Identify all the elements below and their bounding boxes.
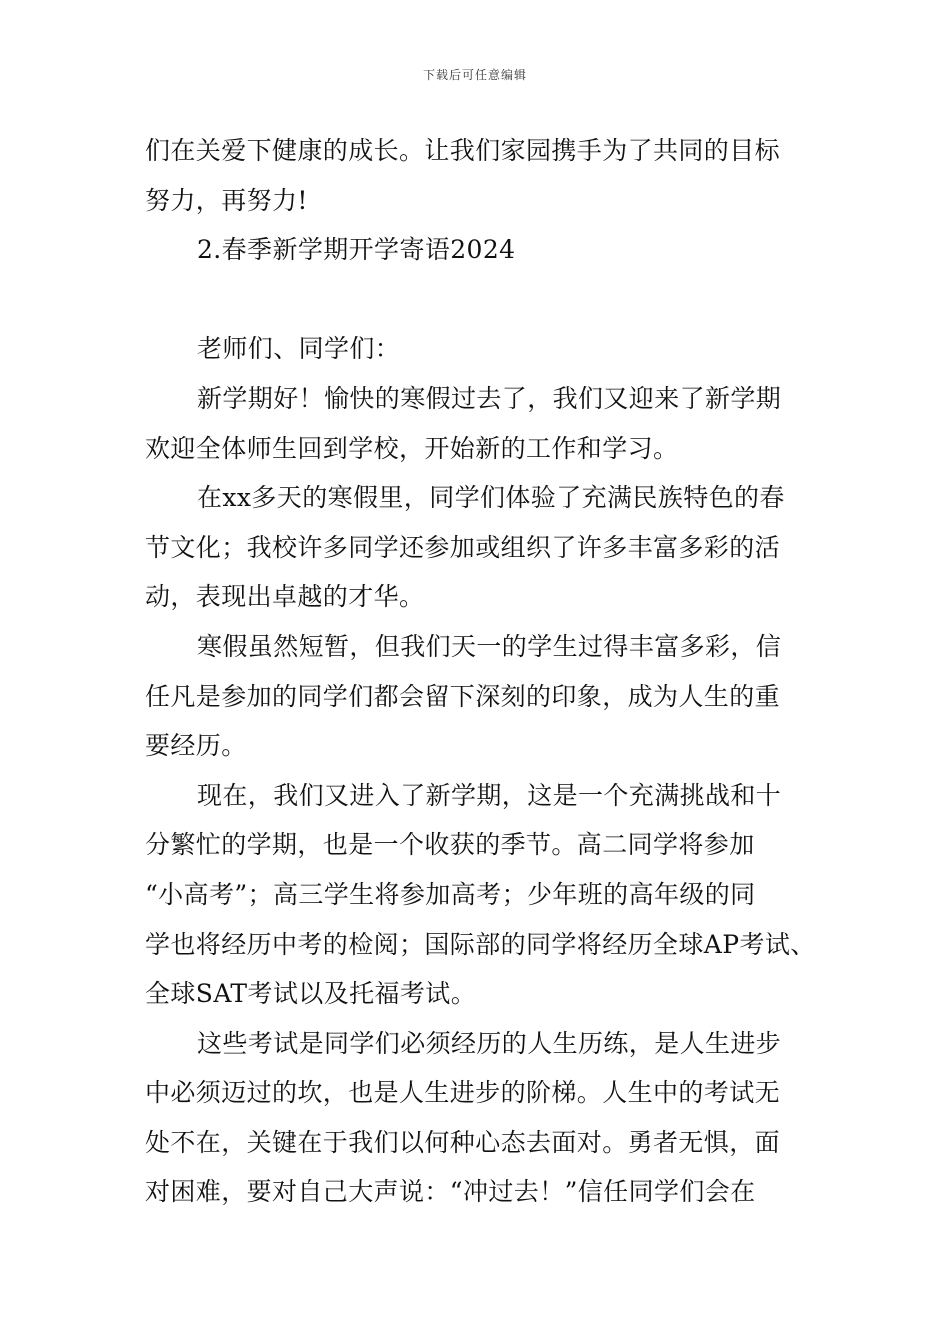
paragraph-line: 分繁忙的学期，也是一个收获的季节。高二同学将参加 xyxy=(145,830,755,860)
section-heading: 2.春季新学期开学寄语2024 xyxy=(197,235,516,265)
paragraph-line: 要经历。 xyxy=(145,731,247,761)
paragraph-line: 任凡是参加的同学们都会留下深刻的印象，成为人生的重 xyxy=(145,681,781,711)
paragraph-line: 欢迎全体师生回到学校，开始新的工作和学习。 xyxy=(145,433,679,463)
paragraph-line: 寒假虽然短暂，但我们天一的学生过得丰富多彩，信 xyxy=(197,631,782,661)
salutation: 老师们、同学们： xyxy=(197,334,401,364)
paragraph-line: 现在，我们又进入了新学期，这是一个充满挑战和十 xyxy=(197,780,782,810)
paragraph-line: 努力，再努力! xyxy=(145,185,308,215)
paragraph-line: 在xx多天的寒假里，同学们体验了充满民族特色的春 xyxy=(197,483,785,513)
paragraph-line: 中必须迈过的坎，也是人生进步的阶梯。人生中的考试无 xyxy=(145,1078,781,1108)
document-body xyxy=(145,126,816,1217)
page-header-note: 下载后可任意编辑 xyxy=(422,68,527,82)
paragraph-line: 学也将经历中考的检阅；国际部的同学将经历全球AP考试、 xyxy=(145,929,816,959)
paragraph-line: 动，表现出卓越的才华。 xyxy=(145,582,425,612)
paragraph-line: 对困难，要对自己大声说：“冲过去！”信任同学们会在 xyxy=(145,1177,756,1207)
paragraph-line: 处不在，关键在于我们以何种心态去面对。勇者无惧，面 xyxy=(145,1127,781,1157)
paragraph-line: 节文化；我校许多同学还参加或组织了许多丰富多彩的活 xyxy=(145,532,781,562)
paragraph-line: 这些考试是同学们必须经历的人生历练，是人生进步 xyxy=(197,1028,782,1058)
paragraph-line: 新学期好！愉快的寒假过去了，我们又迎来了新学期 xyxy=(197,383,782,413)
paragraph-line: 全球SAT考试以及托福考试。 xyxy=(145,979,477,1009)
blank-line xyxy=(145,275,810,325)
paragraph-line: “小高考”；高三学生将参加高考；少年班的高年级的同 xyxy=(145,879,756,909)
paragraph-line: 们在关爱下健康的成长。让我们家园携手为了共同的目标 xyxy=(145,136,781,165)
